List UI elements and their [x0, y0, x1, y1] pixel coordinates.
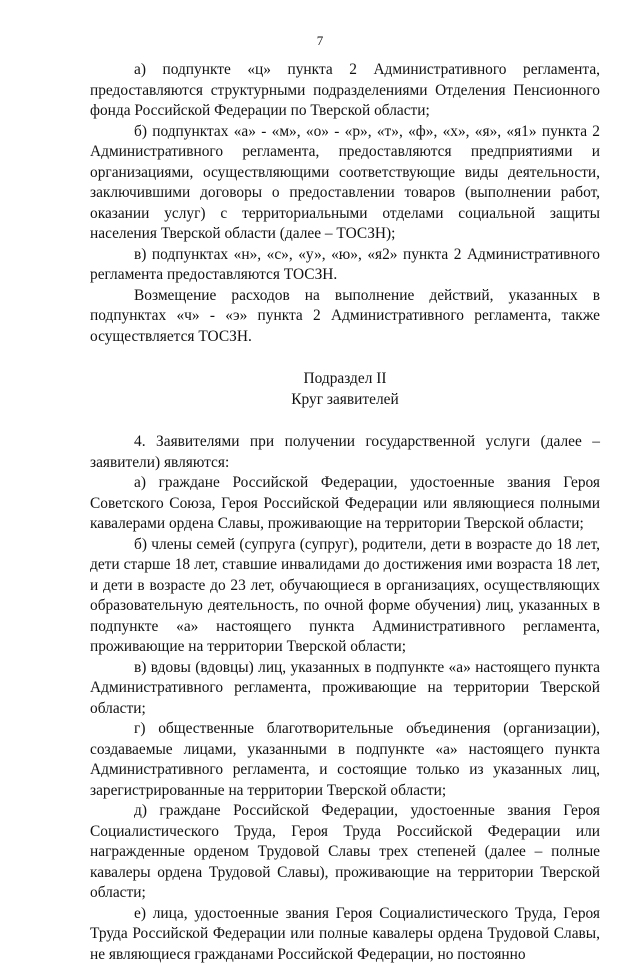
paragraph-4: 4. Заявителями при получении государственной услуги (далее – заявители) являются: — [90, 432, 600, 473]
paragraph-4d: д) граждане Российской Федерации, удостоенные звания Героя Социалистического Труда, Героя Труда Российской Федерации или награжденные орденом Трудовой Славы трех степеней (далее – полные кавалеры ордена Трудовой Славы), проживающие на территории Тверской области; — [90, 801, 600, 904]
paragraph-b: б) подпунктах «а» - «м», «о» - «р», «т», «ф», «х», «я», «я1» пункта 2 Административного регламента, предоставляются предприятиями и организациями, осуществляющими соответствующие виды деятельности, заключившими договоры о предоставлении товаров (выполнении работ, оказании услуг) с территориальными отделами социальной защиты населения Тверской области (далее – ТОСЗН); — [90, 122, 600, 245]
section-title: Подраздел II — [90, 369, 600, 390]
document-body — [90, 60, 600, 965]
page-number: 7 — [0, 33, 640, 49]
paragraph-4v: в) вдовы (вдовцы) лиц, указанных в подпункте «а» настоящего пункта Административного регламента, проживающие на территории Тверской области; — [90, 658, 600, 720]
paragraph-4a: а) граждане Российской Федерации, удостоенные звания Героя Советского Союза, Героя Российской Федерации или являющиеся полными кавалерами ордена Славы, проживающие на территории Тверской области; — [90, 473, 600, 535]
paragraph-reimbursement: Возмещение расходов на выполнение действий, указанных в подпунктах «ч» - «э» пункта 2 Административного регламента, также осуществляется ТОСЗН. — [90, 286, 600, 348]
section-subtitle: Круг заявителей — [90, 390, 600, 411]
paragraph-v: в) подпунктах «н», «с», «у», «ю», «я2» пункта 2 Административного регламента предоставляются ТОСЗН. — [90, 245, 600, 286]
paragraph-4b: б) члены семей (супруга (супруг), родители, дети в возрасте до 18 лет, дети старше 18 лет, ставшие инвалидами до достижения ими возраста 18 лет, и дети в возрасте до 23 лет, обучающиеся в организациях, осуществляющих образовательную деятельность, по очной форме обучения) лиц, указанных в подпункте «а» настоящего пункта Административного регламента, проживающие на территории Тверской области; — [90, 535, 600, 658]
section-heading — [90, 369, 600, 410]
paragraph-4g: г) общественные благотворительные объединения (организации), создаваемые лицами, указанными в подпункте «а» настоящего пункта Административного регламента, и состоящие только из указанных лиц, зарегистрированные на территории Тверской области; — [90, 719, 600, 801]
paragraph-4e: е) лица, удостоенные звания Героя Социалистического Труда, Героя Труда Российской Федерации или полные кавалеры ордена Трудовой Славы, не являющиеся гражданами Российской Федерации, но постоянно — [90, 904, 600, 965]
paragraph-a: а) подпункте «ц» пункта 2 Административного регламента, предоставляются структурными подразделениями Отделения Пенсионного фонда Российской Федерации по Тверской области; — [90, 60, 600, 122]
